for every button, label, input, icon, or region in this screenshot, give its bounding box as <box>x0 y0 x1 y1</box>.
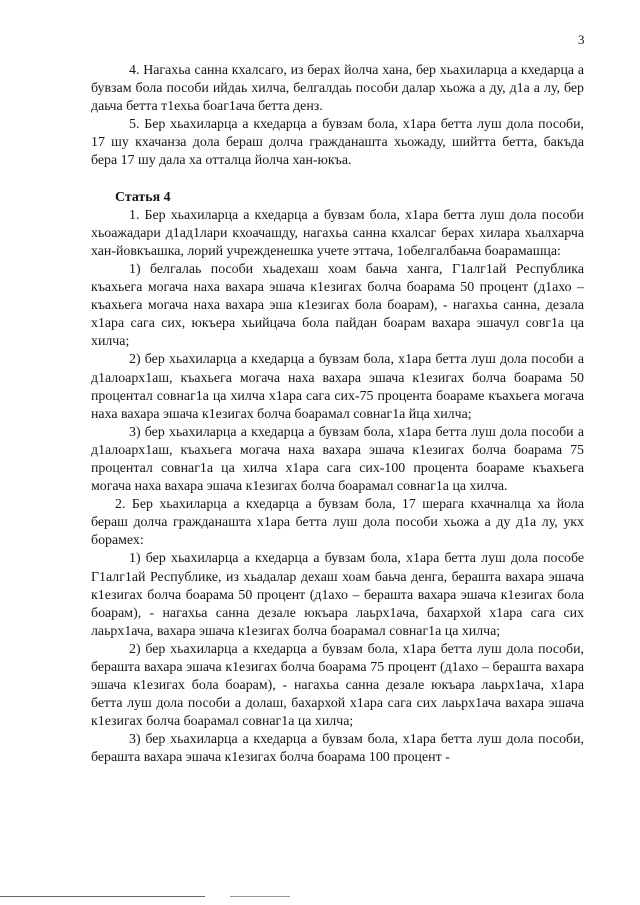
item-4-2-1: 1) бер хьахиларца а кхедарца а бувзам бола, х1ара бетта луш дола пособе Г1алг1ай Республике, из хьадалар дехаш хоам баьча денга, берашта вахара эшача к1езигах болча боарама 50 процент (д1ахо – берашта вахара эшача к1езигах бола боарам), - нагахьа санна дезале юкъара лаьрх1ача, бахархой х1ара сага сих лаьрх1ача, вахара эшача к1езигах болча боарамал совнаг1а ца хилча; <box>91 551 584 639</box>
scan-edge-line <box>0 896 205 897</box>
item-4-1-1: 1) белгалаь пособи хьадехаш хоам баьча ханга, Г1алг1ай Республика къахьега могача наха вахара эшача к1езигах болча боарама 50 процент (д1ахо – къахьега могача наха вахара эша к1езигах бола боарам), - нагахьа санна, дезала х1ара сага сих, юкъера хьийцача бола пайдан боарам вахара эшачул совг1а ца хилча; <box>91 261 584 350</box>
paragraph-4-2: 2. Бер хьахиларца а кхедарца а бувзам бола, 17 шерага кхачналца ха йола бераш долча гражданашта х1ара бетта луш дола пособи хьожа а ду д1а лу, укх борамех: <box>91 497 584 549</box>
paragraph-4-1: 1. Бер хьахиларца а кхедарца а бувзам бола, х1ара бетта луш дола пособи хьоажадари д1ад1лари кхоачашду, нагахьа санна кхалсаг берах хилара хьалхарча хан-йовкъашка, лорий учрежденешка учете эттача, 1обелгалбаьча боарамашца: <box>91 207 584 259</box>
item-4-1-3: 3) бер хьахиларца а кхедарца а бувзам бола, х1ара бетта луш дола пособи а д1алоарх1аш, къахьега могача наха вахара эшача к1езигах болча боарама 75 процентал совнаг1а ца хилча х1ара сага сих-100 процента боараме къахьега могача наха вахара эшача к1езигах болча боарамал совнаг1а ца хилча. <box>91 424 584 495</box>
item-4-2-2: 2) бер хьахиларца а кхедарца а бувзам бола, х1ара бетта луш дола пособи, берашта вахара эшача к1езигах болча боарама 75 процент (д1ахо – берашта вахара эшача к1езигах бола боарам), - нагахьа санна дезале юкъара лаьрх1ача, х1ара бетта луш дола пособи а долаш, бахархой х1ара сага сих лаьрх1ача вахара эшача к1езигах болча боарамал совнаг1а ца хилча; <box>91 641 584 730</box>
scan-edge-line-short <box>230 896 290 897</box>
paragraph-3-5: 5. Бер хьахиларца а кхедарца а бувзам бола, х1ара бетта луш дола пособи, 17 шу кхачанза дола бераш долча гражданашта хьожаду, шийтта бетта, бакъда бера 17 шу дала ха отталца йолча хан-юкъа. <box>91 117 584 169</box>
page-number: 3 <box>578 32 585 47</box>
item-4-2-3: 3) бер хьахиларца а кхедарца а бувзам бола, х1ара бетта луш дола пособи, берашта вахара эшача к1езигах болча боарама 100 процент - <box>91 732 584 766</box>
article-4-heading: Статья 4 <box>115 189 171 205</box>
document-body <box>91 62 584 768</box>
item-4-1-2: 2) бер хьахиларца а кхедарца а бувзам бола, х1ара бетта луш дола пособи а д1алоарх1аш, къахьега могача наха вахара эшача к1езигах болча боарама 50 процентал совнаг1а ца хилча х1ара сага сих-75 процента боараме къахьега могача наха вахара эшача к1езигах болча боарамал совнаг1а йца хилча; <box>91 352 584 422</box>
paragraph-3-4: 4. Нагахьа санна кхалсаго, из берах йолча хана, бер хьахиларца а кхедарца а бувзам бола пособи ийдаь хилча, белгалдаь пособи далар хьожа а ду, д1а а лу, бер даьча бетта т1ехьа боаг1ача бетта денз. <box>91 63 584 115</box>
